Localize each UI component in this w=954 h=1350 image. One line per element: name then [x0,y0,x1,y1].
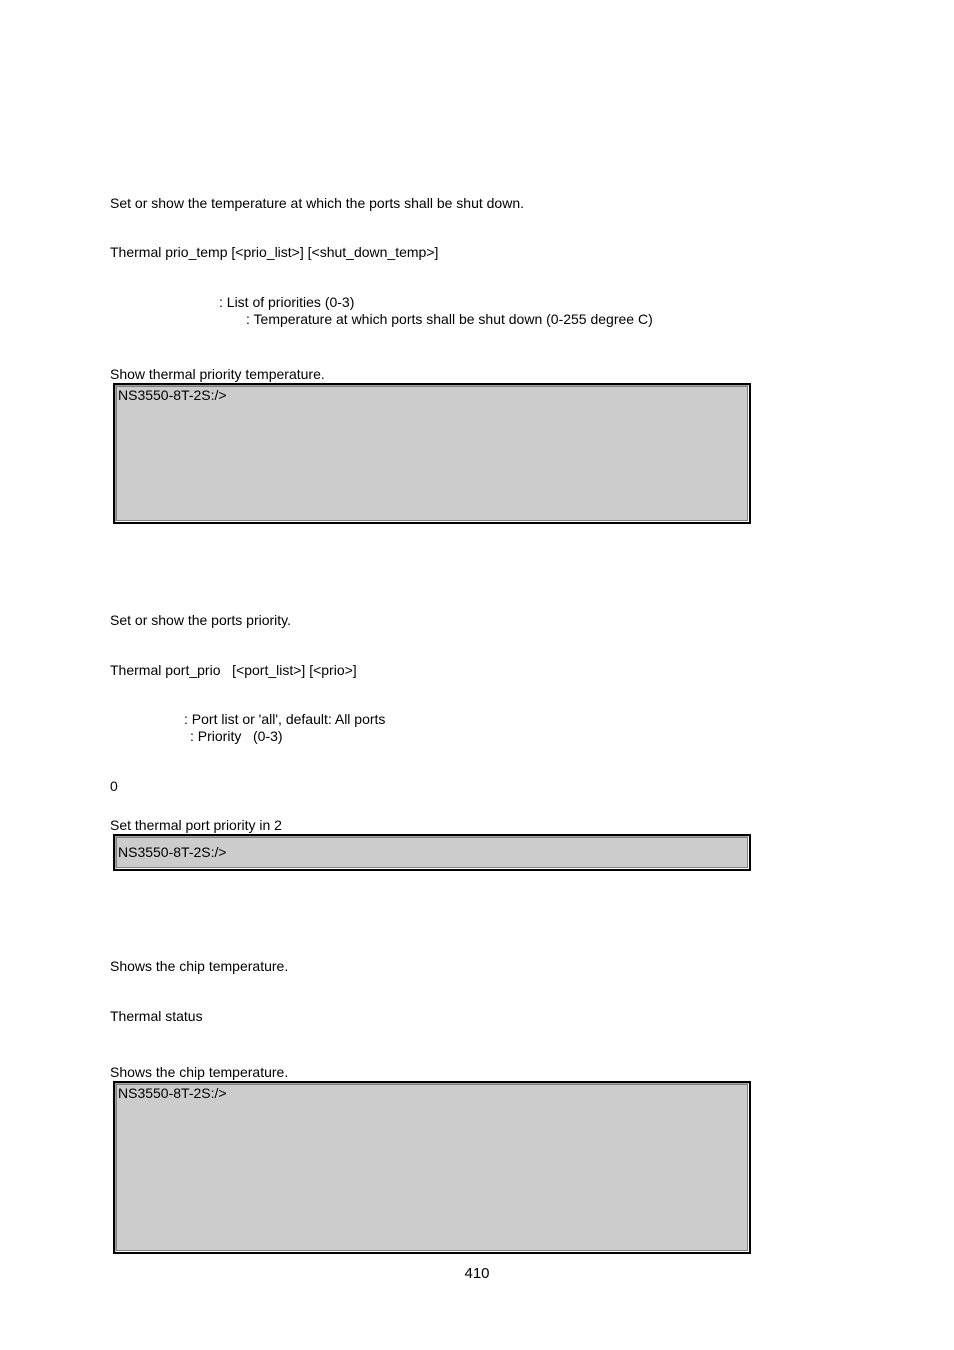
section3-syntax: Thermal status [110,1008,203,1024]
section1-syntax: Thermal prio_temp [<prio_list>] [<shut_down_temp>] [110,244,439,260]
section3-cli-frame [115,1083,749,1252]
section3-cli-box [113,1081,751,1254]
section3-description: Shows the chip temperature. [110,958,289,974]
section1-param-prio-list: : List of priorities (0-3) [219,294,355,310]
section3-cli-prompt: NS3550-8T-2S:/> [118,1085,227,1101]
section1-description: Set or show the temperature at which the ports shall be shut down. [110,195,525,211]
section2-default-value: 0 [110,778,118,794]
page-number: 410 [464,1265,490,1282]
section2-description: Set or show the ports priority. [110,612,292,628]
section2-example-caption: Set thermal port priority in 2 [110,817,282,833]
section2-cli-box [113,834,751,871]
section2-cli-prompt: NS3550-8T-2S:/> [118,844,227,860]
section3-example-caption: Shows the chip temperature. [110,1064,289,1080]
section1-cli-box [113,383,751,524]
section1-cli-prompt: NS3550-8T-2S:/> [118,387,227,403]
section1-param-shut-down-temp: : Temperature at which ports shall be shut down (0-255 degree C) [246,311,653,327]
section1-cli-frame [115,385,749,522]
section2-syntax: Thermal port_prio [<port_list>] [<prio>] [110,662,357,678]
section1-example-caption: Show thermal priority temperature. [110,366,325,382]
section2-param-port-list: : Port list or 'all', default: All ports [184,711,386,727]
section2-param-prio: : Priority (0-3) [190,728,283,744]
